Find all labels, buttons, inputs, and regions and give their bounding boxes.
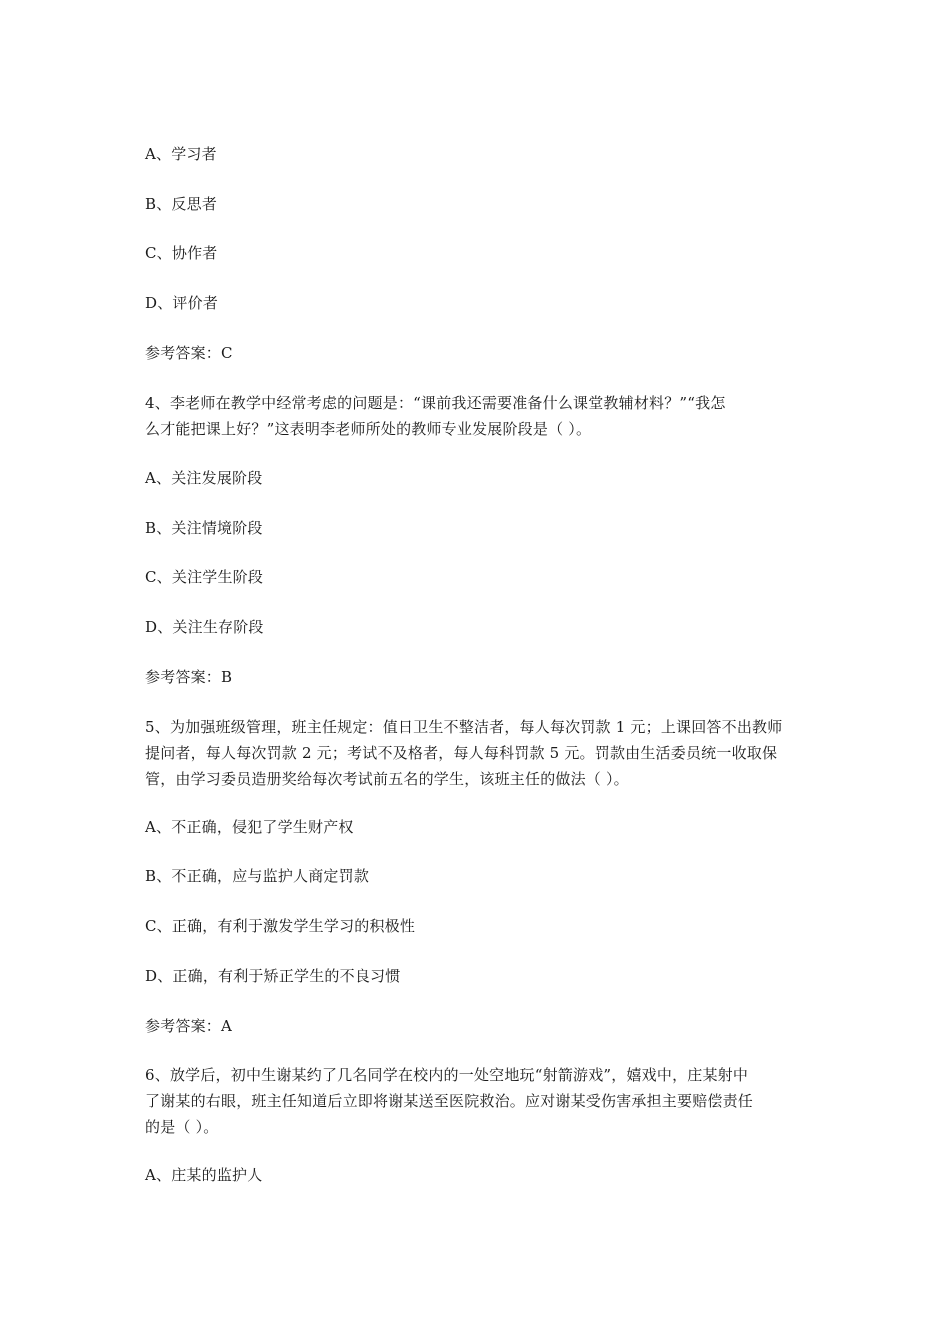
q6-option-a: A、庄某的监护人 (145, 1166, 263, 1184)
q4-option-a: A、关注发展阶段 (145, 469, 263, 487)
q3-option-a: A、学习者 (145, 145, 217, 163)
q4-option-b: B、关注情境阶段 (145, 519, 263, 537)
q5-answer: 参考答案：A (145, 1017, 233, 1035)
q5-option-c: C、正确，有利于激发学生学习的积极性 (145, 917, 416, 935)
q4-option-c: C、关注学生阶段 (145, 568, 264, 586)
q4-option-d: D、关注生存阶段 (145, 618, 264, 636)
q3-option-c: C、协作者 (145, 244, 218, 262)
q4-stem-line: 4、李老师在教学中经常考虑的问题是：“课前我还需要准备什么课堂教辅材料？”“我怎 (145, 394, 726, 412)
q3-option-d: D、评价者 (145, 294, 219, 312)
q5-option-a: A、不正确，侵犯了学生财产权 (145, 818, 354, 836)
q5-stem-line: 提问者，每人每次罚款 2 元；考试不及格者，每人每科罚款 5 元。罚款由生活委员统一收取保 (145, 744, 778, 762)
q6-stem-line: 的是（ ）。 (145, 1118, 219, 1136)
q6-stem-line: 6、放学后，初中生谢某约了几名同学在校内的一处空地玩“射箭游戏”，嬉戏中，庄某射中 (145, 1066, 749, 1084)
q4-answer: 参考答案：B (145, 668, 233, 686)
q6-stem (145, 1062, 810, 1140)
q5-option-d: D、正确，有利于矫正学生的不良习惯 (145, 967, 401, 985)
q3-answer: 参考答案：C (145, 344, 233, 362)
q4-stem-line: 么才能把课上好？”这表明李老师所处的教师专业发展阶段是（ ）。 (145, 420, 592, 438)
q5-stem-line: 5、为加强班级管理，班主任规定：值日卫生不整洁者，每人每次罚款 1 元；上课回答不出教师 (145, 718, 783, 736)
q5-option-b: B、不正确，应与监护人商定罚款 (145, 867, 370, 885)
q5-stem-line: 管，由学习委员造册奖给每次考试前五名的学生，该班主任的做法（ ）。 (145, 770, 629, 788)
q5-stem (145, 714, 810, 792)
q3-option-b: B、反思者 (145, 195, 218, 213)
q6-stem-line: 了谢某的右眼，班主任知道后立即将谢某送至医院救治。应对谢某受伤害承担主要赔偿责任 (145, 1092, 754, 1110)
q4-stem (145, 390, 810, 442)
